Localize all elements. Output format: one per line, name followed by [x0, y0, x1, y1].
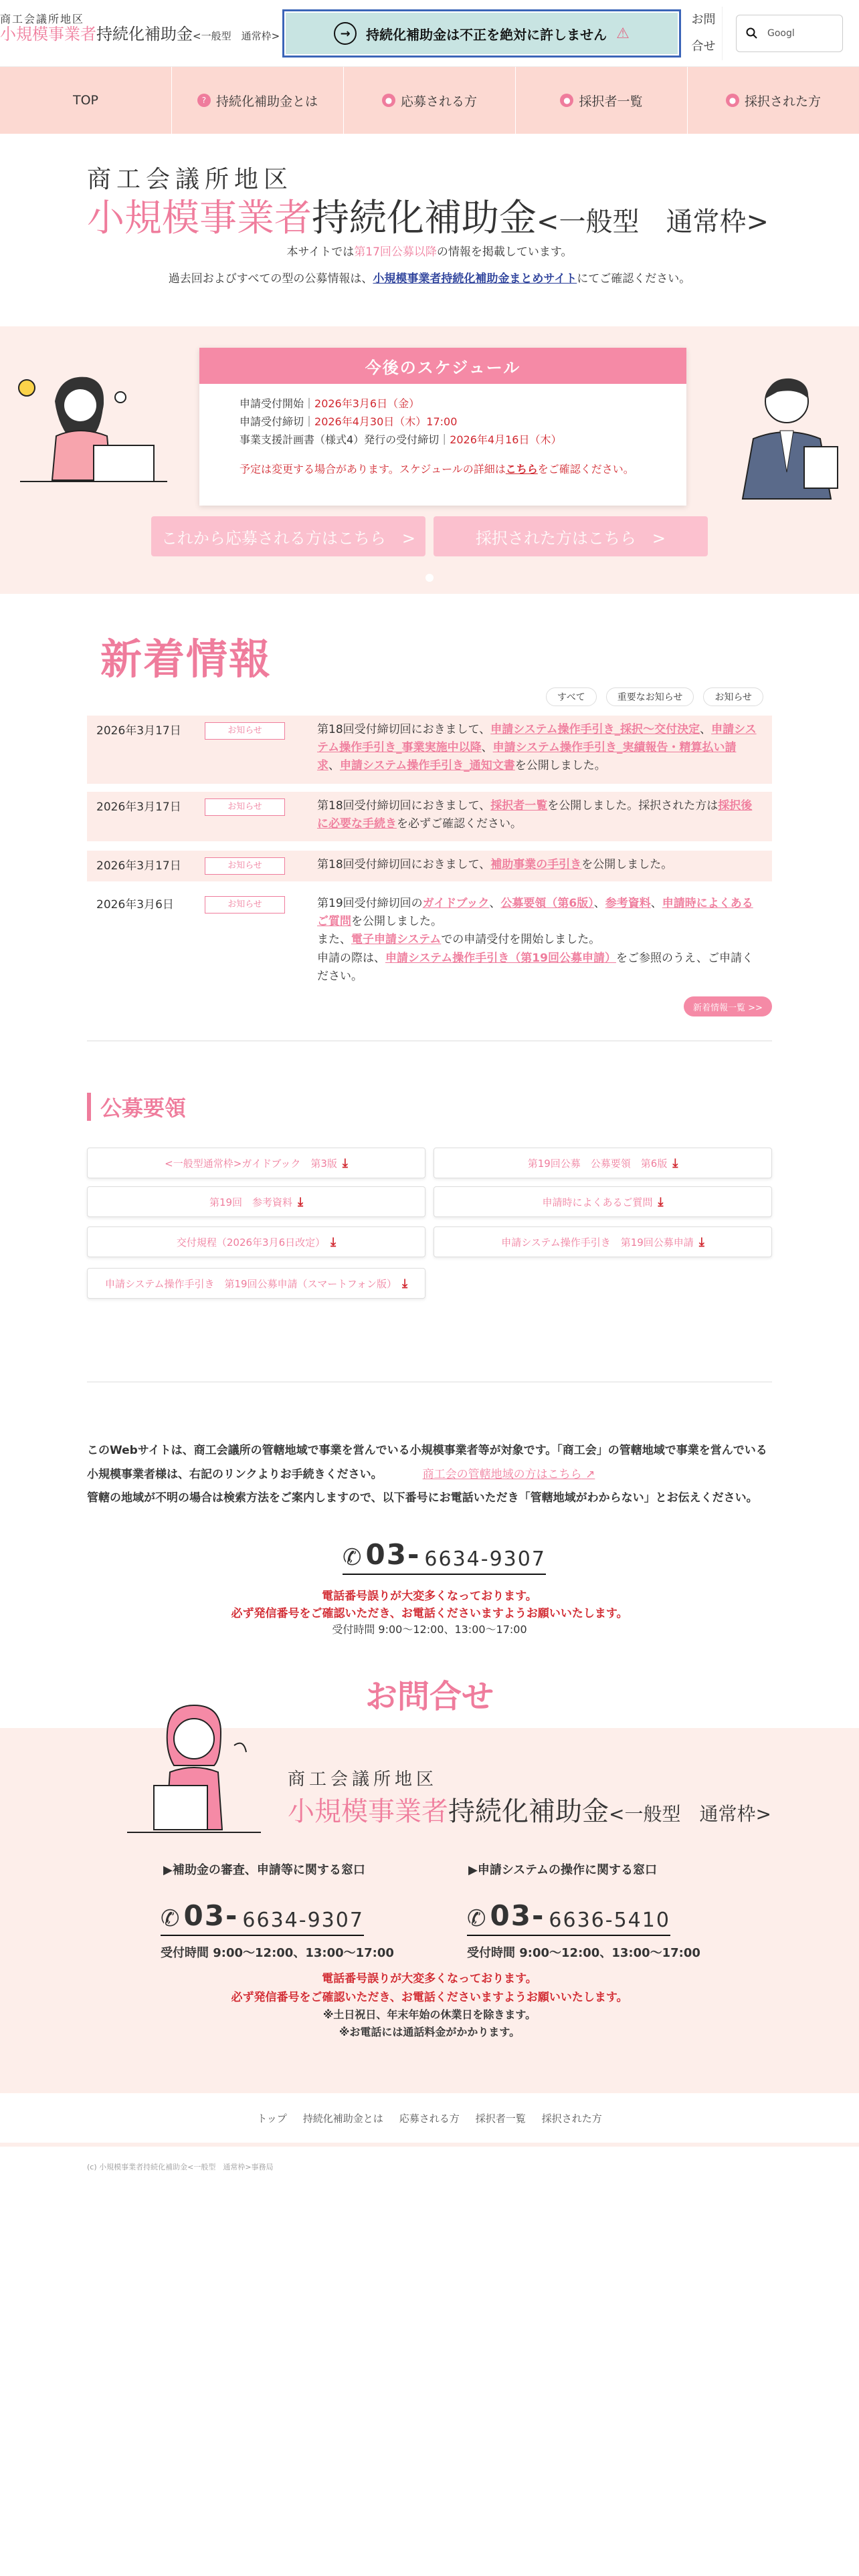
pdf-icon: ⤓ — [298, 1194, 304, 1209]
doc-label: 交付規程（2026年3月6日改定） — [176, 1236, 326, 1249]
footer-link-applicants[interactable]: 応募される方 — [399, 2112, 460, 2125]
hero-title-dark: 持続化補助金 — [312, 197, 537, 240]
news-text-part: 第18回受付締切回におきまして、 — [317, 723, 491, 736]
schedule-label: 申請受付締切｜ — [240, 415, 315, 429]
contact-title: お問合せ — [365, 1678, 494, 1715]
logo-dark-text: 持続化補助金 — [96, 25, 193, 44]
filter-notice[interactable]: お知らせ — [703, 687, 763, 706]
header-contact-label-1: お問 — [691, 13, 716, 27]
doc-label: 申請システム操作手引き 第19回公募申請 — [501, 1236, 694, 1249]
system-desk-hours: 受付時間 9:00～12:00、13:00～17:00 — [467, 1946, 700, 1960]
news-link[interactable]: 申請システム操作手引き_事業実施中以降 — [317, 723, 757, 755]
pdf-icon: ⤓ — [342, 1156, 348, 1170]
intro1-post: の情報を掲載しています。 — [436, 245, 573, 259]
schedule-note-post: をご確認ください。 — [537, 462, 634, 475]
info-line2-row — [87, 1463, 772, 1487]
phone-icon: ✆ — [161, 1905, 180, 1932]
schedule-note — [240, 460, 686, 478]
woman-laptop-illustration — [13, 361, 174, 495]
jurisdiction-info — [87, 1439, 772, 1511]
warning-icon: ⚠ — [616, 25, 630, 42]
site-logo[interactable] — [0, 13, 280, 44]
news-link[interactable]: 申請システム操作手引き_採択～交付決定 — [490, 723, 700, 736]
doc-link[interactable] — [87, 1226, 425, 1257]
logo-line2 — [0, 25, 280, 44]
header-contact-label-2: 合せ — [691, 39, 716, 53]
news-date: 2026年3月6日 — [96, 898, 174, 911]
phone-icon: ✆ — [467, 1905, 486, 1932]
phone-prefix: 03- — [183, 1899, 239, 1932]
review-desk-heading: ▶補助金の審査、申請等に関する窓口 — [163, 1863, 365, 1877]
intro2-post: にてご確認ください。 — [577, 272, 691, 286]
news-text-part: を公開しました。 — [581, 858, 673, 871]
fraud-alert-button[interactable] — [282, 9, 681, 58]
logo-small-text: <一般型 通常枠> — [193, 30, 280, 43]
news-text-part: 申請の際は、 — [317, 951, 385, 965]
search-placeholder: Googl — [767, 28, 795, 39]
nav-label: 持続化補助金とは — [215, 94, 318, 109]
doc-label: 第19回 参考資料 — [209, 1196, 293, 1208]
news-badge: お知らせ — [205, 722, 285, 740]
news-text-part: での申請受付を開始しました。 — [441, 933, 601, 947]
news-date: 2026年3月17日 — [96, 859, 181, 873]
review-desk-phone[interactable] — [161, 1899, 364, 1936]
footer-link-about[interactable]: 持続化補助金とは — [302, 2112, 383, 2125]
doc-label: 申請時によくあるご質問 — [542, 1196, 653, 1208]
nav-item-top[interactable] — [0, 67, 172, 134]
news-item — [87, 716, 772, 784]
search-icon — [746, 27, 758, 39]
news-text-part: 、 — [650, 897, 662, 910]
main-nav — [0, 67, 859, 134]
nav-item-adopted-list[interactable] — [516, 67, 688, 134]
schedule-value: 2026年3月6日（金） — [314, 397, 420, 410]
phone-number[interactable] — [343, 1538, 546, 1575]
news-link[interactable]: 申請システム操作手引き_通知文書 — [340, 759, 515, 773]
nav-label: 採択された方 — [744, 94, 821, 109]
doc-link[interactable] — [87, 1186, 425, 1217]
news-text-part: 、 — [328, 759, 340, 773]
doc-link[interactable] — [434, 1226, 772, 1257]
news-text-part: 、 — [700, 723, 712, 736]
news-text-part: をご参照のうえ、ご申請ください。 — [317, 951, 753, 983]
news-text-part: 、 — [481, 741, 493, 755]
shokokai-link-label: 商工会の管轄地域の方はこちら — [422, 1467, 582, 1481]
news-link[interactable]: 電子申請システム — [351, 933, 442, 947]
nav-item-applicants[interactable] — [344, 67, 516, 134]
logo-pink-text: 小規模事業者 — [0, 25, 96, 44]
person-icon: ● — [560, 94, 573, 107]
contact-note-2: ※お電話には通話料金がかかります。 — [339, 2026, 520, 2038]
pdf-icon: ⤓ — [402, 1276, 408, 1291]
news-text-part: 、 — [489, 897, 501, 910]
news-link[interactable]: 採択後に必要な手続き — [317, 799, 753, 831]
news-item — [87, 792, 772, 841]
schedule-row — [240, 431, 686, 449]
adopted-cta-button[interactable]: 採択された方はこちら > — [434, 516, 708, 556]
news-text-part: 第18回受付締切回におきまして、 — [317, 858, 491, 871]
apply-cta-button[interactable]: これから応募される方はこちら > — [151, 516, 425, 556]
operator-illustration — [127, 1699, 261, 1839]
doc-link[interactable] — [434, 1148, 772, 1178]
phone-prefix: 03- — [365, 1538, 421, 1571]
system-desk-heading: ▶申請システムの操作に関する窓口 — [468, 1863, 658, 1877]
system-desk-phone[interactable] — [467, 1899, 670, 1936]
arrow-right-icon: → — [334, 22, 357, 45]
contact-logo — [288, 1765, 771, 1828]
news-link[interactable]: 申請システム操作手引き（第19回公募申請） — [385, 951, 616, 965]
summary-site-link[interactable]: 小規模事業者持続化補助金まとめサイト — [373, 272, 577, 286]
contact-warning-2: 必ず発信番号をご確認いただき、お電話くださいますようお願いいたします。 — [231, 1991, 628, 2004]
logo-line1: 商工会議所地区 — [0, 13, 85, 25]
intro2-pre: 過去回およびすべての型の公募情報は、 — [168, 272, 373, 286]
info-line3: 管轄の地域が不明の場合は検索方法をご案内しますので、以下番号にお電話いただき「管轄地域がわからない」とお伝えください。 — [87, 1491, 758, 1505]
news-text-part: を公開しました。採択された方は — [547, 799, 719, 813]
hero-title-small: <一般型 通常枠> — [537, 207, 769, 237]
news-text-part: を必ずご確認ください。 — [397, 817, 522, 831]
news-item — [87, 889, 772, 983]
carousel-dot[interactable] — [425, 574, 434, 582]
phone-digits: 6634-9307 — [424, 1547, 546, 1571]
phone-hours: 受付時間 9:00～12:00、13:00～17:00 — [332, 1623, 527, 1636]
news-text — [317, 797, 759, 833]
intro-line2 — [0, 269, 859, 286]
pdf-icon: ⤓ — [698, 1235, 704, 1249]
doc-label: 申請システム操作手引き 第19回公募申請（スマートフォン版） — [104, 1277, 397, 1290]
shokokai-link[interactable] — [423, 1468, 595, 1481]
search-input[interactable] — [736, 15, 843, 52]
pdf-icon: ⤓ — [672, 1156, 678, 1170]
schedule-body — [199, 384, 686, 478]
footer-link-adopted-list[interactable]: 採択者一覧 — [475, 2112, 526, 2125]
news-text — [317, 856, 759, 874]
doc-link[interactable] — [87, 1268, 425, 1299]
news-badge: お知らせ — [205, 798, 285, 816]
contact-logo-line2 — [288, 1790, 771, 1828]
hero-title-line2 — [87, 196, 796, 241]
phone-warning-1: 電話番号誤りが大変多くなっております。 — [322, 1590, 537, 1603]
external-link-icon: ↗ — [585, 1467, 595, 1481]
intro1-highlight: 第17回公募以降 — [354, 245, 437, 259]
contact-note-1: ※土日祝日、年末年始の休業日を除きます。 — [322, 2008, 537, 2021]
news-link[interactable]: 補助事業の手引き — [490, 858, 582, 871]
copyright: (c) 小規模事業者持続化補助金<一般型 通常枠>事務局 — [87, 2163, 274, 2171]
doc-label: 第19回公募 公募要領 第6版 — [527, 1157, 668, 1170]
schedule-value: 2026年4月16日（木） — [450, 433, 562, 447]
news-more-button[interactable]: 新着情報一覧 >> — [684, 996, 772, 1016]
schedule-title: 今後のスケジュール — [199, 348, 686, 384]
person-group-icon: ● — [726, 94, 739, 107]
news-link[interactable]: 参考資料 — [605, 897, 651, 910]
news-text-part: 第18回受付締切回におきまして、 — [317, 799, 491, 813]
guidelines-title: 公募要領 — [87, 1093, 186, 1121]
news-badge: お知らせ — [205, 896, 285, 914]
news-text — [317, 895, 759, 983]
review-desk-hours: 受付時間 9:00～12:00、13:00～17:00 — [161, 1946, 394, 1960]
news-text-part: 第19回受付締切回の — [317, 897, 423, 910]
info-line1: このWebサイトは、商工会議所の管轄地域で事業を営んでいる小規模事業者等が対象です。「商工会」の管轄地域で事業を営んでいる — [87, 1444, 767, 1457]
hero-title — [87, 160, 796, 241]
nav-label: 応募される方 — [400, 94, 477, 109]
info-icon: ? — [197, 94, 211, 107]
contact-warning-1: 電話番号誤りが大変多くなっております。 — [322, 1972, 537, 1985]
filter-all[interactable]: すべて — [546, 687, 597, 706]
contact-logo-pink: 小規模事業者 — [288, 1796, 448, 1827]
phone-digits: 6634-9307 — [242, 1909, 364, 1932]
contact-logo-line1: 商工会議所地区 — [288, 1769, 438, 1790]
news-filters — [546, 687, 763, 706]
man-document-illustration — [713, 372, 854, 506]
nav-label: 採択者一覧 — [579, 94, 643, 109]
schedule-detail-link[interactable]: こちら — [505, 462, 538, 475]
footer-link-adopted[interactable]: 採択された方 — [541, 2112, 602, 2125]
news-item — [87, 851, 772, 881]
doc-label: <一般型通常枠>ガイドブック 第3版 — [165, 1157, 337, 1170]
schedule-note-pre: 予定は変更する場合があります。スケジュールの詳細は — [240, 462, 506, 475]
intro-line1 — [0, 242, 859, 259]
contact-logo-dark: 持続化補助金 — [448, 1796, 609, 1827]
doc-link[interactable] — [87, 1148, 425, 1178]
filter-important[interactable]: 重要なお知らせ — [606, 687, 694, 706]
contact-logo-small: <一般型 通常枠> — [609, 1803, 771, 1825]
phone-icon: ✆ — [343, 1544, 362, 1571]
info-line2: 小規模事業者様は、右記のリンクよりお手続きください。 — [87, 1467, 383, 1481]
pdf-icon: ⤓ — [330, 1235, 337, 1249]
hero-title-line1: 商工会議所地区 — [87, 166, 294, 193]
news-date: 2026年3月17日 — [96, 800, 181, 814]
phone-warning-2: 必ず発信番号をご確認いただき、お電話くださいますようお願いいたします。 — [231, 1607, 628, 1620]
pdf-icon: ⤓ — [658, 1194, 664, 1209]
schedule-value: 2026年4月30日（木）17:00 — [314, 415, 458, 429]
site-header — [0, 0, 859, 67]
footer-nav — [0, 2093, 859, 2147]
news-link[interactable]: 採択者一覧 — [490, 799, 548, 813]
fraud-alert-label: 持続化補助金は不正を絶対に許しません — [366, 26, 607, 43]
news-title: 新着情報 — [100, 635, 272, 683]
news-text-part: を公開しました。 — [514, 759, 606, 773]
nav-label: TOP — [72, 93, 99, 108]
header-contact-link[interactable] — [685, 7, 723, 60]
news-link[interactable]: 申請時によくあるご質問 — [317, 897, 753, 929]
news-text — [317, 721, 759, 776]
news-link[interactable]: 公募要領（第6版） — [500, 897, 594, 910]
person-icon: ● — [382, 94, 395, 107]
schedule-card — [199, 348, 686, 506]
hero-title-pink: 小規模事業者 — [87, 197, 312, 240]
nav-item-about[interactable] — [172, 67, 344, 134]
doc-link[interactable] — [434, 1186, 772, 1217]
news-link[interactable]: ガイドブック — [422, 897, 490, 910]
intro1-pre: 本サイトでは — [286, 245, 355, 259]
news-badge: お知らせ — [205, 857, 285, 875]
news-link[interactable]: 申請システム操作手引き_実績報告・精算払い請求 — [317, 741, 737, 773]
schedule-label: 申請受付開始｜ — [240, 397, 315, 410]
schedule-row — [240, 395, 686, 413]
schedule-row — [240, 413, 686, 431]
schedule-label: 事業支援計画書（様式4）発行の受付締切｜ — [240, 433, 450, 447]
nav-item-adopted[interactable] — [688, 67, 859, 134]
news-text-part: を公開しました。 — [351, 915, 442, 929]
news-text-part: また、 — [317, 933, 351, 947]
news-text-part: 、 — [593, 897, 605, 910]
phone-digits: 6636-5410 — [549, 1909, 670, 1932]
phone-prefix: 03- — [490, 1899, 545, 1932]
news-date: 2026年3月17日 — [96, 724, 181, 738]
footer-link-top[interactable]: トップ — [257, 2112, 287, 2125]
